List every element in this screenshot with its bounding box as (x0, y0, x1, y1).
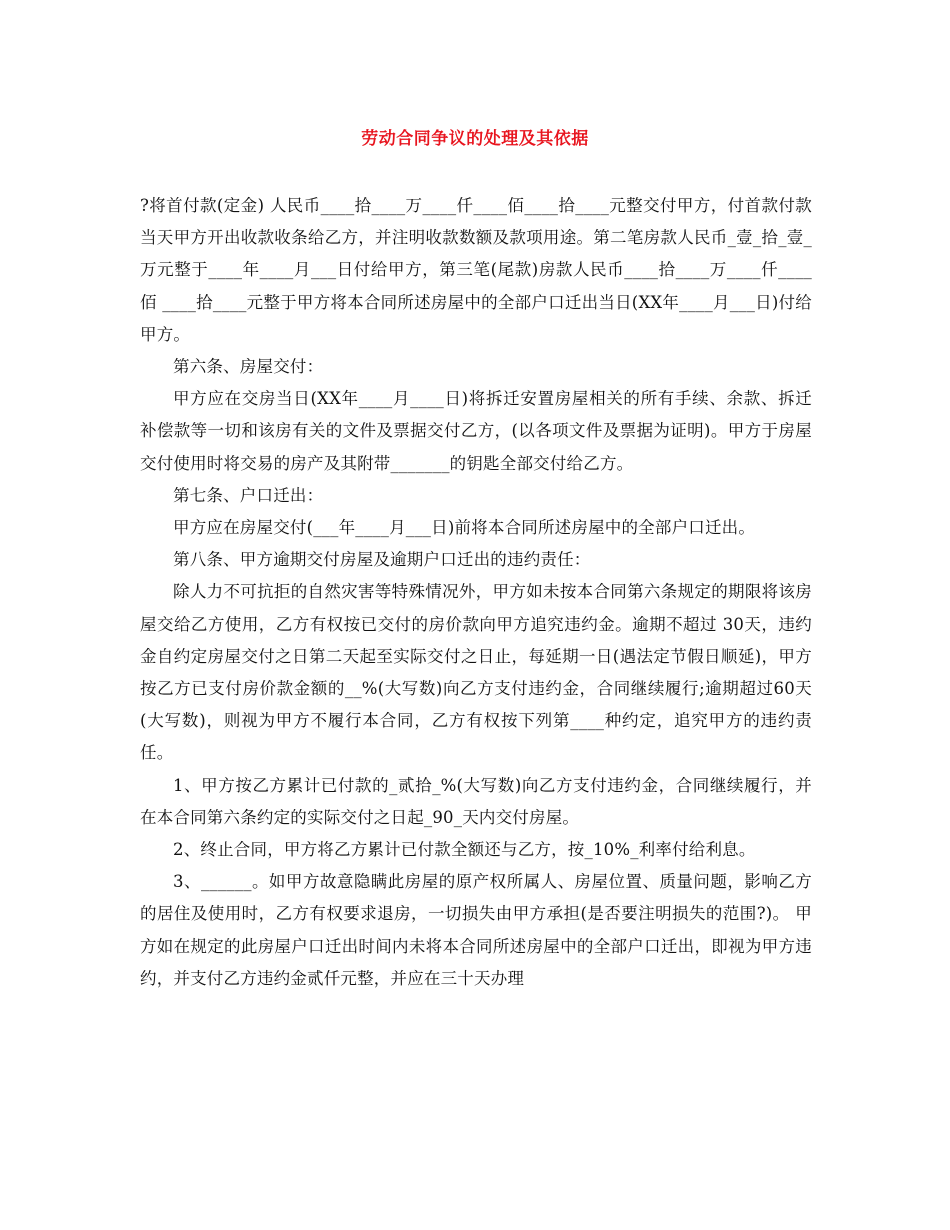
paragraph-hukou-transfer: 甲方应在房屋交付(___年____月___日)前将本合同所述房屋中的全部户口迁出。 (173, 518, 756, 538)
paragraph-house-delivery: 甲方应在交房当日(XX年____月____日)将拆迁安置房屋相关的所有手续、余款、拆迁补偿款等一切和该房有关的文件及票据交付乙方，(以各项文件及票据为证明)。甲方于房屋交付使用时将交易的房产及其附带_______的钥匙全部交付给乙方。 (140, 389, 812, 473)
paragraph-breach-liability: 除人力不可抗拒的自然灾害等特殊情况外，甲方如未按本合同第六条规定的期限将该房屋交给乙方使用，乙方有权按已交付的房价款向甲方追究违约金。逾期不超过 30天，违约金自约定房屋交付之日第二天起至实际交付之日止，每延期一日(遇法定节假日顺延)，甲方按乙方已支付房价款金额的__%(大写数)向乙方支付违约金，合同继续履行;逾期超过60天(大写数)，则视为甲方不履行本合同，乙方有权按下列第____种约定，追究甲方的违约责任。 (140, 582, 812, 763)
article-7-heading: 第七条、户口迁出： (173, 485, 324, 505)
clause-3: 3、______。如甲方故意隐瞒此房屋的原产权所属人、房屋位置、质量问题，影响乙方的居住及使用时，乙方有权要求退房，一切损失由甲方承担(是否要注明损失的范围?)。 甲方如在规定的此房屋户口迁出时间内未将本合同所述房屋中的全部户口迁出，即视为甲方违约，并支付乙方违约金贰仟元整，并应在三十天办理 (140, 872, 812, 988)
article-6-heading: 第六条、房屋交付： (173, 357, 324, 377)
clause-1: 1、甲方按乙方累计已付款的_贰拾_%(大写数)向乙方支付违约金，合同继续履行，并在本合同第六条约定的实际交付之日起_90_天内交付房屋。 (140, 775, 812, 827)
article-8-heading: 第八条、甲方逾期交付房屋及逾期户口迁出的违约责任： (173, 550, 591, 570)
paragraph-payment-terms: ?将首付款(定金) 人民币____拾____万____仟____佰____拾____元整交付甲方，付首款付款当天甲方开出收款收条给乙方，并注明收款数额及款项用途。第二笔房款人民币_壹_拾_壹_万元整于____年____月___日付给甲方，第三笔(尾款)房款人民币____拾____万____仟____佰 ____拾____元整于甲方将本合同所述房屋中的全部户口迁出当日(XX年____月___日)付给甲方。 (140, 196, 812, 344)
document-body (140, 190, 812, 995)
document-title: 劳动合同争议的处理及其依据 (361, 129, 589, 149)
clause-2: 2、终止合同，甲方将乙方累计已付款全额还与乙方，按_10%_利率付给利息。 (173, 840, 756, 860)
